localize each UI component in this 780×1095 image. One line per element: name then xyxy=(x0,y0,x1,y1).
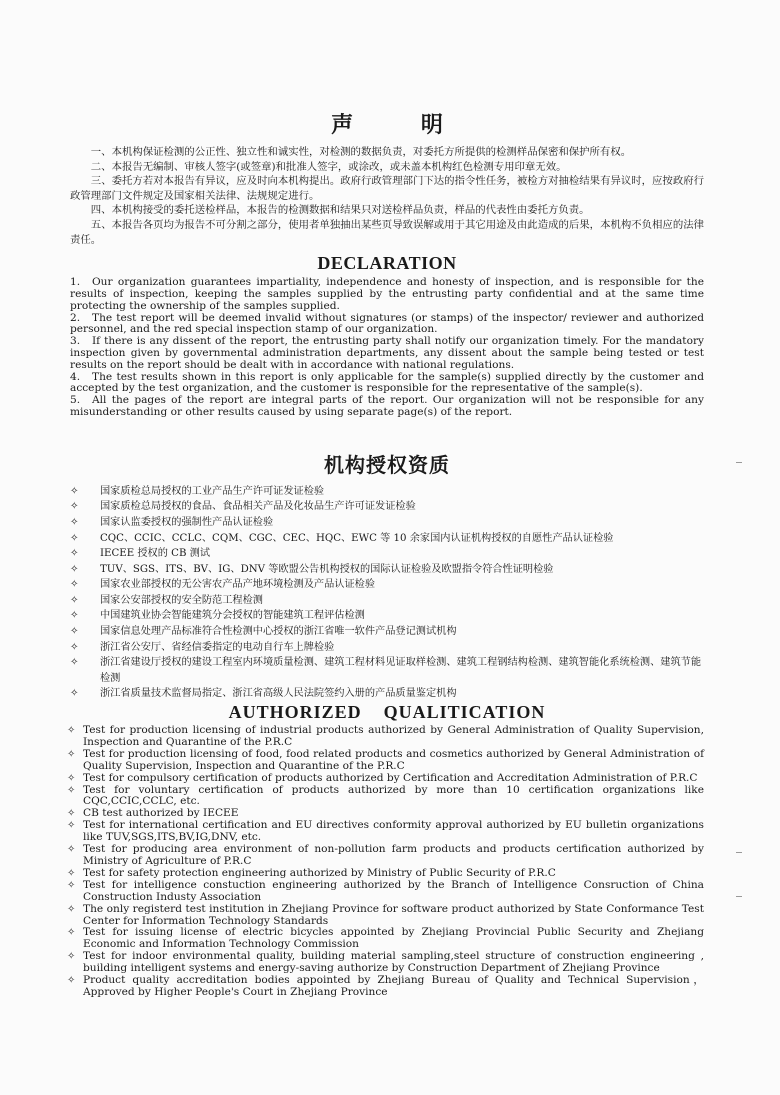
item-text: 国家信息处理产品标准符合性检测中心授权的浙江省唯一软件产品登记测试机构 xyxy=(100,626,457,638)
item-text: The test report will be deemed invalid without signatures (or stamps) of the inspector/ reviewer and authorized personnel, and the red special inspection stamp of our organization. xyxy=(70,311,704,336)
bullet-star-icon: ✧ xyxy=(67,927,76,939)
qualification-cn-item xyxy=(70,546,704,562)
item-text: Test for producing area environment of non-pollution farm products and products certification authorized by Ministry of Agriculture of P.R.C xyxy=(83,843,704,867)
bullet-star-icon: ✧ xyxy=(70,688,79,700)
bullet-star-icon: ✧ xyxy=(67,879,76,891)
item-text: CB test authorized by IECEE xyxy=(83,807,239,820)
bullet-star-icon: ✧ xyxy=(67,951,76,963)
item-text: CQC、CCIC、CCLC、CQM、CGC、CEC、HQC、EWC 等 10 余家国内认证机构授权的自愿性产品认证检验 xyxy=(100,532,614,544)
item-text: If there is any dissent of the report, the entrusting party shall notify our organization timely. For the mandatory inspection given by governmental administration departments, any dissent about the sample being tested or test results on the report should be dealt with in accordance with national regulations. xyxy=(70,335,704,371)
bullet-star-icon: ✧ xyxy=(67,867,76,879)
bullet-star-icon: ✧ xyxy=(70,626,79,638)
qualification-en-item xyxy=(67,904,704,928)
qualification-en-item xyxy=(67,844,704,868)
qualification-en-item xyxy=(67,951,704,975)
declaration-en-title: DECLARATION xyxy=(317,253,457,274)
qualification-en-item xyxy=(67,880,704,904)
declaration-cn-paragraph: 三、委托方若对本报告有异议，应及时向本机构提出。政府行政管理部门下达的指令性任务，被检方对抽检结果有异议时，应按政府行政管理部门文件规定及国家相关法律、法规规定进行。 xyxy=(70,175,704,202)
item-text: 中国建筑业协会智能建筑分会授权的智能建筑工程评估检测 xyxy=(100,610,365,622)
bullet-star-icon: ✧ xyxy=(67,975,76,987)
qualification-en-item xyxy=(67,725,704,749)
item-text: Test for international certification and EU directives conformity approval authorized by EU bulletin organizations like TUV,SGS,ITS,BV,IG,DNV, etc. xyxy=(83,819,704,844)
bullet-star-icon: ✧ xyxy=(67,784,76,796)
item-text: Our organization guarantees impartiality, independence and honesty of inspection, and is responsible for the results of inspection, keeping the samples supplied by the entrusting party confidential and at the same time protecting the ownership of the samples supplied. xyxy=(70,276,704,312)
item-number: 3. xyxy=(70,335,81,348)
declaration-cn-paragraph: 一、本机构保证检测的公正性、独立性和诚实性，对检测的数据负责，对委托方所提供的检测样品保密和保护所有权。 xyxy=(90,146,632,158)
qualification-en-item xyxy=(67,975,704,999)
qualification-cn-item xyxy=(70,640,704,656)
item-text: TUV、SGS、ITS、BV、IG、DNV 等欧盟公告机构授权的国际认证检验及欧盟指令符合性证明检验 xyxy=(100,563,554,575)
bullet-star-icon: ✧ xyxy=(67,844,76,856)
bullet-star-icon: ✧ xyxy=(70,548,79,560)
qualification-cn-item xyxy=(70,624,704,640)
bullet-star-icon: ✧ xyxy=(70,485,79,497)
bullet-star-icon: ✧ xyxy=(67,772,76,784)
qualification-cn-item xyxy=(70,608,704,624)
declaration-en-item xyxy=(70,277,704,312)
item-text: 国家公安部授权的安全防范工程检测 xyxy=(100,594,263,606)
bullet-star-icon: ✧ xyxy=(67,725,76,737)
declaration-en-list xyxy=(70,277,704,419)
item-number: 4. xyxy=(70,370,81,383)
item-text: Test for indoor environmental quality, building material sampling,steel structure of construction engineering , building intelligent systems and energy-saving authorize by Construction Department of Zhejiang Province xyxy=(83,950,704,975)
declaration-en-item xyxy=(70,313,704,337)
item-text: Test for intelligence constuction engineering authorized by the Branch of Intelligence Consruction of China Construction Industy Association xyxy=(83,878,704,903)
item-text: Test for voluntary certification of products authorized by more than 10 certification organizations like CQC,CCIC,CCLC, etc. xyxy=(83,783,704,808)
declaration-cn-paragraph: 二、本报告无编制、审核人签字(或签章)和批准人签字，或涂改，或未盖本机构红色检测专用印章无效。 xyxy=(90,160,567,173)
qualification-en-list xyxy=(67,725,704,999)
qualification-cn-item xyxy=(70,593,704,609)
item-text: All the pages of the report are integral parts of the report. Our organization will not be responsible for any misunderstanding or other results caused by using separate page(s) of the report. xyxy=(70,394,704,418)
item-text: IECEE 授权的 CB 测试 xyxy=(100,548,211,560)
item-text: Test for safety protection engineering authorized by Ministry of Public Security of P.R.C xyxy=(83,866,556,879)
qualification-cn-item xyxy=(70,531,704,547)
bullet-star-icon: ✧ xyxy=(67,808,76,820)
item-text: 浙江省建设厅授权的建设工程室内环境质量检测、建筑工程材料见证取样检测、建筑工程钢结构检测、建筑智能化系统检测、建筑节能检测 xyxy=(100,657,702,684)
declaration-cn-paragraph: 四、本机构接受的委托送检样品，本报告的检测数据和结果只对送检样品负责，样品的代表性由委托方负责。 xyxy=(90,204,590,217)
declaration-en-item xyxy=(70,336,704,371)
declaration-cn-paragraph: 五、本报告各页均为报告不可分割之部分，使用者单独抽出某些页导致误解或用于其它用途及由此造成的后果，本机构不负相应的法律责任。 xyxy=(70,218,704,246)
bullet-star-icon: ✧ xyxy=(70,516,79,528)
bullet-star-icon: ✧ xyxy=(70,532,79,544)
item-text: 浙江省公安厅、省经信委指定的电动自行车上牌检验 xyxy=(100,641,335,653)
item-text: Product quality accreditation bodies appointed by Zhejiang Bureau of Quality and Technical Supervision，Approved by Higher People's Court in Zhejiang Province xyxy=(83,974,704,998)
bullet-star-icon: ✧ xyxy=(67,903,76,915)
item-number: 1. xyxy=(70,276,81,289)
bullet-star-icon: ✧ xyxy=(70,563,79,575)
qualification-cn-item xyxy=(70,515,704,531)
item-text: Test for production licensing of industrial products authorized by General Administration of Quality Supervision, Inspection and Quarantine of the P.R.C xyxy=(83,724,704,748)
item-text: The test results shown in this report is only applicable for the sample(s) supplied directly by the customer and accepted by the test organization, and the customer is responsible for the representative of the sample(s). xyxy=(70,370,704,395)
bullet-star-icon: ✧ xyxy=(70,641,79,653)
declaration-cn-title: 声 明 xyxy=(331,113,473,138)
qualification-cn-title: 机构授权资质 xyxy=(324,452,450,477)
item-text: 国家认监委授权的强制性产品认证检验 xyxy=(100,516,274,528)
declaration-cn-body xyxy=(70,145,704,247)
item-text: Test for compulsory certification of products authorized by Certification and Accreditation Administration of P.R.C xyxy=(83,771,698,784)
qualification-cn-item xyxy=(70,562,704,578)
item-text: 国家质检总局授权的食品、食品相关产品及化妆品生产许可证发证检验 xyxy=(100,501,416,513)
item-number: 2. xyxy=(70,311,81,324)
item-text: The only registerd test institution in Zhejiang Province for software product authorized by State Conformance Test Center for Information Technology Standards xyxy=(83,902,704,927)
scan-mark xyxy=(736,896,742,897)
item-text: Test for production licensing of food, food related products and cosmetics authorized by General Administration of Quality Supervision, Inspection and Quarantine of the P.R.C xyxy=(83,747,704,772)
document-page xyxy=(67,108,704,999)
bullet-star-icon: ✧ xyxy=(70,594,79,606)
qualification-cn-item xyxy=(70,577,704,593)
bullet-star-icon: ✧ xyxy=(70,657,79,669)
bullet-star-icon: ✧ xyxy=(70,579,79,591)
qualification-cn-item xyxy=(70,686,704,702)
qualification-en-title: AUTHORIZED QUALITICATION xyxy=(228,702,546,723)
item-text: 浙江省质量技术监督局指定、浙江省高级人民法院签约入册的产品质量鉴定机构 xyxy=(100,688,457,700)
item-text: Test for issuing license of electric bicycles appointed by Zhejiang Provincial Public Security and Zhejiang Economic and Information Technology Commission xyxy=(83,926,704,951)
bullet-star-icon: ✧ xyxy=(67,820,76,832)
qualification-cn-item xyxy=(70,484,704,500)
qualification-en-item xyxy=(67,927,704,951)
qualification-en-item xyxy=(67,773,704,785)
qualification-en-item xyxy=(67,749,704,773)
qualification-en-item xyxy=(67,820,704,844)
declaration-en-item xyxy=(70,372,704,396)
qualification-cn-list xyxy=(70,484,704,702)
scan-mark xyxy=(736,852,742,853)
scan-mark xyxy=(736,462,742,463)
bullet-star-icon: ✧ xyxy=(70,610,79,622)
qualification-en-item xyxy=(67,785,704,809)
item-number: 5. xyxy=(70,394,81,407)
qualification-cn-item xyxy=(70,655,704,686)
bullet-star-icon: ✧ xyxy=(67,748,76,760)
qualification-cn-item xyxy=(70,499,704,515)
declaration-en-item xyxy=(70,395,704,419)
item-text: 国家农业部授权的无公害农产品产地环境检测及产品认证检验 xyxy=(100,579,376,591)
item-text: 国家质检总局授权的工业产品生产许可证发证检验 xyxy=(100,485,325,497)
bullet-star-icon: ✧ xyxy=(70,501,79,513)
